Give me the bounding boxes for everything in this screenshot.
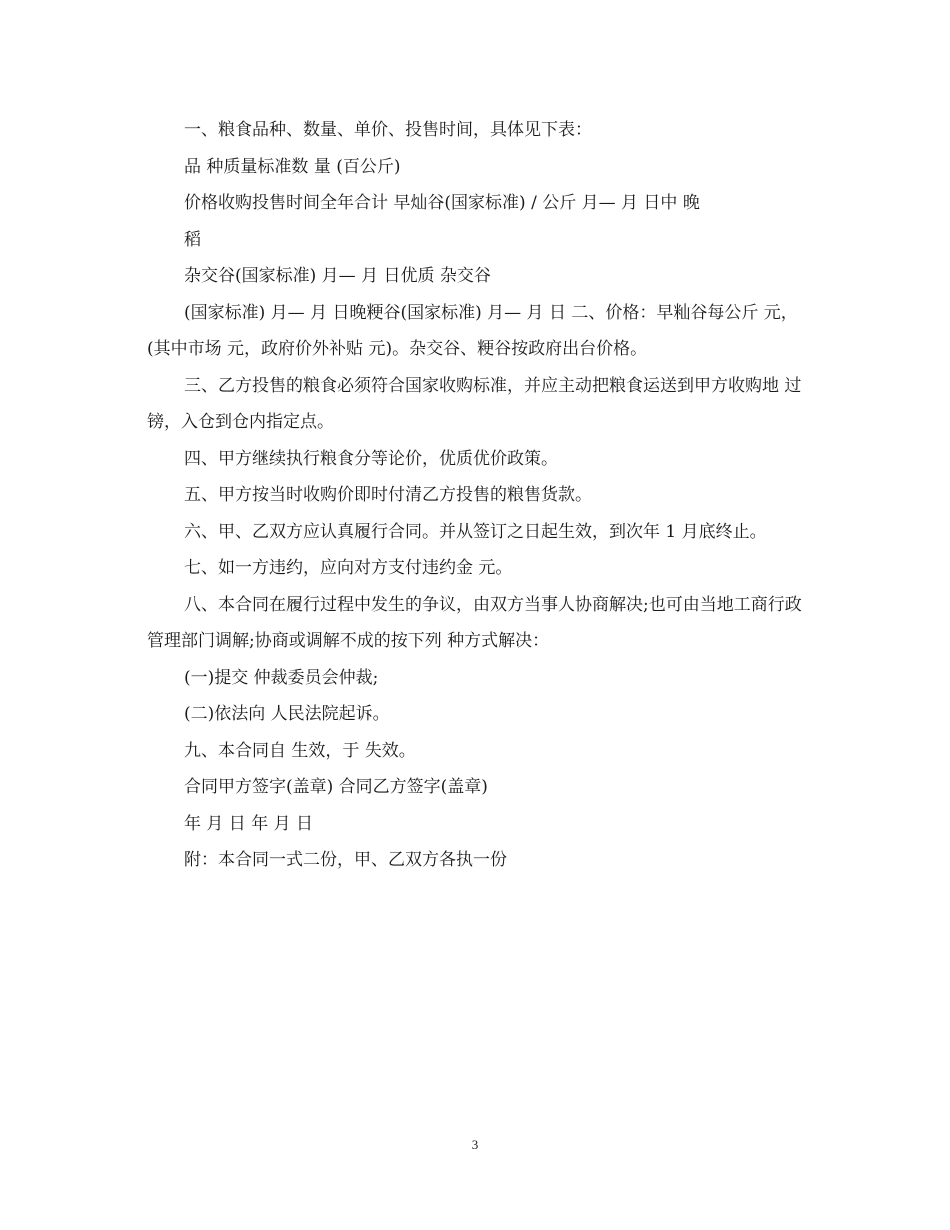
paragraph-3: 价格收购投售时间全年合计 早灿谷(国家标准) / 公斤 月— 月 日中 晚 xyxy=(184,193,700,213)
paragraph-10: 六、甲、乙双方应认真履行合同。并从签订之日起生效，到次年 1 月底终止。 xyxy=(184,521,767,542)
date-line: 年 月 日 年 月 日 xyxy=(184,813,314,834)
paragraph-8: 四、甲方继续执行粮食分等论价，优质优价政策。 xyxy=(184,448,558,469)
signature-line: 合同甲方签字(盖章) 合同乙方签字(盖章) xyxy=(184,777,488,797)
page-number: 3 xyxy=(471,1137,479,1152)
appendix-note: 附：本合同一式二份，甲、乙双方各执一份 xyxy=(184,850,507,870)
paragraph-14: (二)依法向 人民法院起诉。 xyxy=(184,704,390,724)
paragraph-7: 三、乙方投售的粮食必须符合国家收购标准，并应主动把粮食运送到甲方收购地 过镑，入仓到仓内指定点。 xyxy=(147,375,802,432)
paragraph-12: 八、本合同在履行过程中发生的争议，由双方当事人协商解决;也可由当地工商行政管理部门调解;协商或调解不成的按下列 种方式解决： xyxy=(147,594,802,651)
paragraph-2: 品 种质量标准数 量 (百公斤) xyxy=(184,156,401,177)
paragraph-6: (国家标准) 月— 月 日晚粳谷(国家标准) 月— 月 日 二、价格：早籼谷每公斤 元，(其中市场 元，政府价外补贴 元)。杂交谷、粳谷按政府出台价格。 xyxy=(147,302,798,359)
document-body xyxy=(147,112,807,879)
paragraph-1: 一、粮食品种、数量、单价、投售时间，具体见下表： xyxy=(184,120,592,140)
paragraph-9: 五、甲方按当时收购价即时付清乙方投售的粮售货款。 xyxy=(184,485,592,505)
paragraph-5: 杂交谷(国家标准) 月— 月 日优质 杂交谷 xyxy=(184,266,491,286)
paragraph-15: 九、本合同自 生效，于 失效。 xyxy=(184,740,416,761)
paragraph-4: 稻 xyxy=(184,229,201,250)
paragraph-11: 七、如一方违约，应向对方支付违约金 元。 xyxy=(184,558,513,578)
paragraph-13: (一)提交 仲裁委员会仲裁; xyxy=(184,667,379,688)
